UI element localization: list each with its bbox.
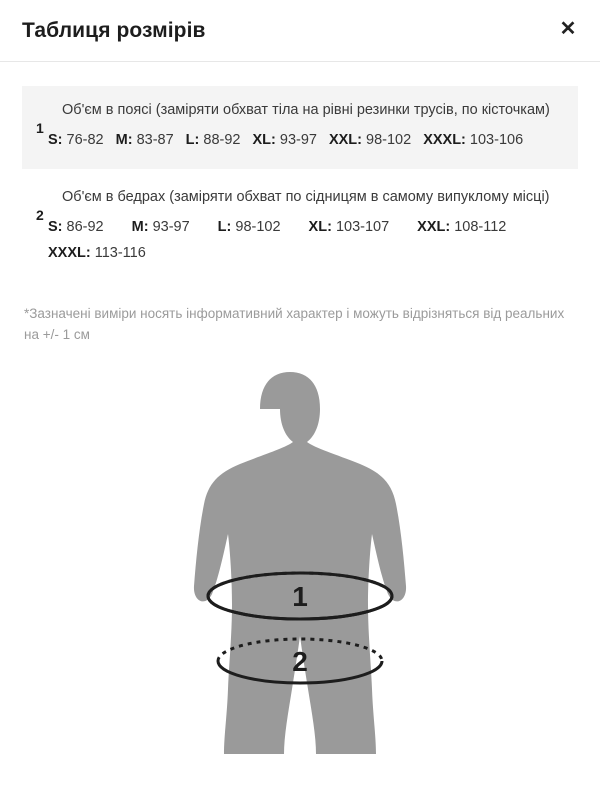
size-value: 88-92	[203, 132, 241, 149]
size-value: 93-97	[279, 132, 317, 149]
size-pair	[116, 132, 174, 148]
size-pair	[329, 132, 411, 148]
size-value: 108-112	[454, 219, 507, 236]
size-pair	[132, 219, 190, 235]
close-icon[interactable]: ✕	[556, 17, 580, 41]
measurement-number: 2	[36, 207, 44, 224]
measurement-content	[48, 100, 562, 153]
silhouette-shape	[194, 372, 406, 754]
page-title: Таблиця розмірів	[22, 18, 206, 42]
size-pair	[423, 132, 523, 148]
size-list-hips	[48, 215, 562, 266]
measurement-number: 1	[36, 120, 44, 136]
size-value: 83-87	[136, 132, 174, 149]
measurement-description: Об'єм в поясі (заміряти обхват тіла на рівні резинки трусів, по кісточкам)	[62, 102, 550, 118]
size-pair	[252, 132, 316, 148]
size-pair	[417, 219, 506, 235]
size-label: L:	[217, 219, 232, 236]
size-label: XXXL:	[423, 132, 466, 149]
size-label: XXL:	[417, 219, 451, 236]
body-figure	[0, 364, 600, 754]
size-pair	[48, 132, 104, 148]
measurement-block-waist	[22, 86, 578, 169]
size-label: M:	[131, 219, 149, 236]
size-value: 76-82	[66, 132, 104, 149]
modal-header	[0, 0, 600, 62]
size-value: 103-107	[335, 219, 390, 236]
size-value: 103-106	[469, 132, 524, 149]
size-value: 93-97	[152, 219, 190, 236]
size-pair	[48, 219, 104, 235]
size-pair	[186, 132, 241, 148]
size-label: XXL:	[328, 132, 362, 149]
size-label: XL:	[252, 132, 276, 149]
size-label: XXXL:	[48, 244, 91, 261]
size-value: 98-102	[235, 219, 281, 236]
measurement-description: Об'єм в бедрах (заміряти обхват по сідницям в самому випуклому місці)	[62, 189, 550, 206]
size-label: M:	[115, 132, 133, 149]
size-list-waist	[48, 128, 562, 153]
size-pair	[48, 245, 146, 261]
size-value: 98-102	[366, 132, 412, 149]
disclaimer-note: *Зазначені виміри носять інформативний характер і можуть відрізняться від реальних на +/- 1 см	[24, 306, 565, 343]
size-label: L:	[185, 132, 200, 149]
size-label: S:	[48, 219, 63, 236]
size-value: 86-92	[66, 219, 104, 236]
size-label: S:	[48, 132, 63, 149]
size-pair	[218, 219, 281, 235]
measurement-content	[48, 187, 562, 266]
waist-marker-number: 1	[292, 581, 308, 612]
measurement-block-hips	[22, 173, 578, 282]
size-value: 113-116	[94, 244, 146, 261]
modal-body	[0, 62, 600, 346]
hips-marker-number: 2	[292, 646, 308, 677]
size-pair	[309, 219, 390, 235]
size-label: XL:	[308, 219, 332, 236]
